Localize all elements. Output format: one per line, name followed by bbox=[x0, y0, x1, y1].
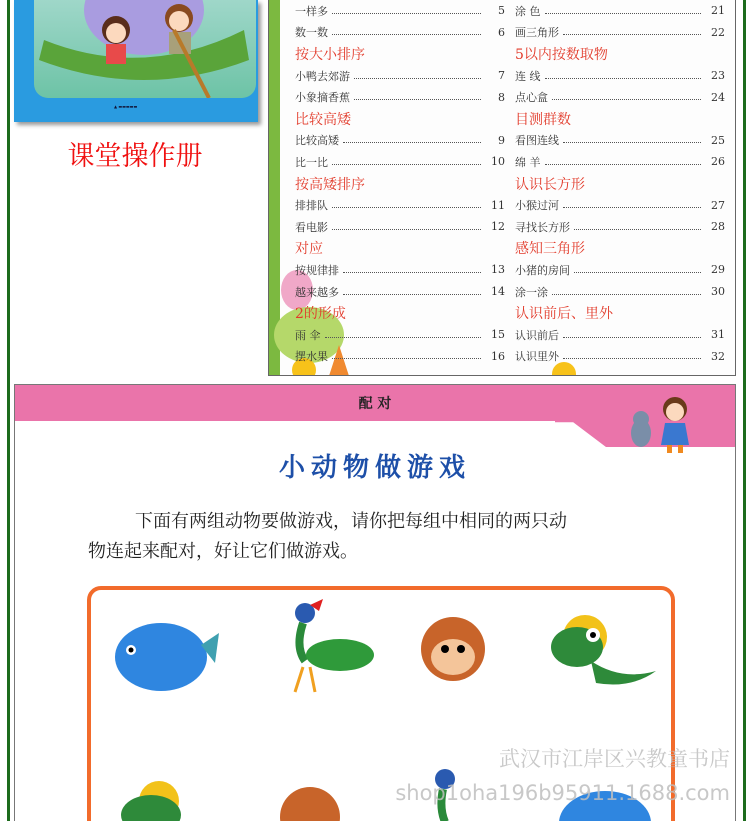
toc-entry bbox=[295, 86, 505, 108]
page-header-title: 配 对 bbox=[358, 396, 392, 412]
toc-entry-title: 绵 羊 bbox=[515, 155, 541, 169]
toc-entry-title: 认识长方形 bbox=[515, 176, 585, 193]
toc-entry-title: 比一比 bbox=[295, 155, 328, 169]
toc-page-number: 32 bbox=[711, 349, 725, 363]
toc-right-column bbox=[515, 0, 725, 367]
toc-entry bbox=[515, 0, 725, 22]
toc-entry-title: 小猴过河 bbox=[515, 199, 559, 213]
toc-entry-title: 涂一涂 bbox=[515, 285, 548, 299]
frame-left-border bbox=[7, 0, 10, 821]
toc-entry bbox=[515, 216, 725, 238]
monkey-icon-2 bbox=[265, 781, 355, 821]
toc-entry-title: 比较高矮 bbox=[295, 111, 351, 128]
toc-section-heading bbox=[515, 238, 725, 260]
toc-leader-dots bbox=[354, 73, 481, 79]
toc-entry-title: 按规律排 bbox=[295, 263, 339, 277]
watermark bbox=[395, 742, 730, 810]
dinosaur-icon-2 bbox=[111, 781, 201, 821]
toc-entry bbox=[295, 22, 505, 44]
publisher-logo: ▲ ▬▬▬▬▬ bbox=[114, 104, 138, 109]
toc-page-number: 23 bbox=[711, 69, 725, 83]
toc-entry-title: 连 线 bbox=[515, 69, 541, 83]
toc-leader-dots bbox=[552, 94, 701, 100]
toc-section-heading bbox=[515, 43, 725, 65]
toc-page-number: 29 bbox=[711, 263, 725, 277]
toc-entry-title: 摆水果 bbox=[295, 350, 328, 364]
toc-entry-title: 点心盒 bbox=[515, 91, 548, 105]
toc-leader-dots bbox=[332, 29, 481, 35]
lesson-title: 小动物做游戏 bbox=[278, 453, 471, 483]
toc-leader-dots bbox=[563, 332, 701, 338]
toc-leader-dots bbox=[332, 224, 481, 230]
toc-entry-title: 5以内按数取物 bbox=[515, 46, 608, 63]
toc-page-number: 9 bbox=[498, 133, 505, 147]
frame-right-border bbox=[743, 0, 746, 821]
toc-entry-title: 雨 伞 bbox=[295, 328, 321, 342]
toc-section-heading bbox=[295, 43, 505, 65]
toc-page-number: 22 bbox=[711, 25, 725, 39]
toc-leader-dots bbox=[332, 8, 481, 14]
toc-leader-dots bbox=[545, 159, 702, 165]
toc-section-heading bbox=[295, 173, 505, 195]
toc-entry-title: 一样多 bbox=[295, 4, 328, 18]
toc-entry-title: 画三角形 bbox=[515, 26, 559, 40]
dinosaur-icon bbox=[541, 611, 661, 701]
toc-entry bbox=[515, 259, 725, 281]
toc-entry-title: 比较高矮 bbox=[295, 134, 339, 148]
toc-page-number: 6 bbox=[498, 25, 505, 39]
toc-leader-dots bbox=[332, 202, 481, 208]
toc-page-number: 31 bbox=[711, 328, 725, 342]
toc-leader-dots bbox=[343, 289, 481, 295]
table-of-contents bbox=[268, 0, 736, 376]
toc-entry bbox=[295, 194, 505, 216]
toc-page-number: 13 bbox=[491, 263, 505, 277]
toc-section-heading bbox=[515, 108, 725, 130]
toc-page-number: 12 bbox=[491, 220, 505, 234]
toc-section-heading bbox=[515, 173, 725, 195]
toc-entry bbox=[515, 22, 725, 44]
toc-page-number: 24 bbox=[711, 90, 725, 104]
toc-entry-title: 按高矮排序 bbox=[295, 176, 365, 193]
toc-entry bbox=[515, 194, 725, 216]
toc-page-number: 8 bbox=[498, 90, 505, 104]
toc-entry-title: 看电影 bbox=[295, 220, 328, 234]
toc-entry-title: 数一数 bbox=[295, 26, 328, 40]
toc-left-column bbox=[295, 0, 505, 367]
toc-entry bbox=[515, 130, 725, 152]
toc-entry-title: 小猪的房间 bbox=[515, 263, 570, 277]
toc-entry-title: 越来越多 bbox=[295, 285, 339, 299]
toc-leader-dots bbox=[545, 73, 702, 79]
toc-leader-dots bbox=[563, 29, 701, 35]
toc-entry bbox=[515, 346, 725, 368]
toc-entry-title: 小象摘香蕉 bbox=[295, 91, 350, 105]
toc-page-number: 10 bbox=[491, 155, 505, 169]
toc-entry-title: 认识里外 bbox=[515, 350, 559, 364]
toc-entry bbox=[515, 86, 725, 108]
toc-leader-dots bbox=[343, 267, 481, 273]
cover-caption: 课堂操作册 bbox=[67, 141, 203, 172]
toc-entry-title: 小鸭去郊游 bbox=[295, 69, 350, 83]
toc-page-number: 5 bbox=[498, 4, 505, 18]
toc-decoration-ball bbox=[549, 356, 579, 376]
toc-leader-dots bbox=[332, 159, 481, 165]
instruction-line-2: 物连起来配对，好让它们做游戏。 bbox=[88, 541, 358, 562]
toc-entry bbox=[295, 0, 505, 22]
toc-entry-title: 认识前后、里外 bbox=[515, 306, 613, 323]
toc-page-number: 28 bbox=[711, 220, 725, 234]
book-cover bbox=[14, 0, 258, 122]
toc-page-number: 27 bbox=[711, 198, 725, 212]
toc-entry bbox=[295, 259, 505, 281]
toc-entry-title: 寻找长方形 bbox=[515, 220, 570, 234]
toc-entry-title: 排排队 bbox=[295, 199, 328, 213]
toc-leader-dots bbox=[343, 137, 481, 143]
toc-leader-dots bbox=[563, 202, 701, 208]
toc-entry-title: 涂 色 bbox=[515, 4, 541, 18]
toc-entry-title: 认识前后 bbox=[515, 328, 559, 342]
toc-entry bbox=[515, 65, 725, 87]
toc-page-number: 21 bbox=[711, 4, 725, 18]
toc-entry bbox=[295, 281, 505, 303]
toc-leader-dots bbox=[545, 8, 702, 14]
toc-leader-dots bbox=[574, 224, 701, 230]
toc-page-number: 14 bbox=[491, 285, 505, 299]
toc-leader-dots bbox=[325, 332, 482, 338]
toc-leader-dots bbox=[563, 137, 701, 143]
children-on-leaf-illustration bbox=[34, 0, 256, 98]
toc-entry bbox=[295, 65, 505, 87]
pufferfish-icon bbox=[111, 615, 221, 695]
toc-page-number: 26 bbox=[711, 155, 725, 169]
toc-entry bbox=[295, 324, 505, 346]
toc-leader-dots bbox=[563, 353, 701, 359]
watermark-url: shop1oha196b95911.1688.com bbox=[395, 781, 730, 805]
toc-page-number: 15 bbox=[491, 328, 505, 342]
toc-leader-dots bbox=[574, 267, 701, 273]
toc-leader-dots bbox=[354, 94, 481, 100]
toc-entry bbox=[295, 216, 505, 238]
toc-entry bbox=[295, 151, 505, 173]
watermark-store-name: 武汉市江岸区兴教童书店 bbox=[499, 747, 730, 771]
toc-page-number: 7 bbox=[498, 69, 505, 83]
toc-entry bbox=[515, 324, 725, 346]
toc-entry-title: 对应 bbox=[295, 241, 323, 258]
toc-leader-dots bbox=[552, 289, 701, 295]
toc-page-number: 16 bbox=[491, 349, 505, 363]
toc-entry-title: 目测群数 bbox=[515, 111, 571, 128]
toc-entry bbox=[295, 130, 505, 152]
toc-section-heading bbox=[515, 302, 725, 324]
toc-entry-title: 感知三角形 bbox=[515, 241, 585, 258]
toc-page-number: 30 bbox=[711, 285, 725, 299]
monkey-icon bbox=[411, 611, 501, 701]
toc-entry-title: 2的形成 bbox=[295, 306, 346, 323]
toc-section-heading bbox=[295, 302, 505, 324]
toc-entry-title: 看图连线 bbox=[515, 134, 559, 148]
toc-section-heading bbox=[295, 108, 505, 130]
cover-illustration bbox=[34, 0, 256, 98]
toc-section-heading bbox=[295, 238, 505, 260]
toc-page-number: 11 bbox=[491, 198, 505, 212]
toc-entry bbox=[295, 346, 505, 368]
toc-entry bbox=[515, 281, 725, 303]
peacock-icon bbox=[255, 597, 375, 697]
instruction-line-1: 下面有两组动物要做游戏，请你把每组中相同的两只动 bbox=[135, 511, 567, 532]
toc-page-number: 25 bbox=[711, 133, 725, 147]
toc-entry bbox=[515, 151, 725, 173]
toc-leader-dots bbox=[332, 353, 481, 359]
toc-entry-title: 按大小排序 bbox=[295, 46, 365, 63]
